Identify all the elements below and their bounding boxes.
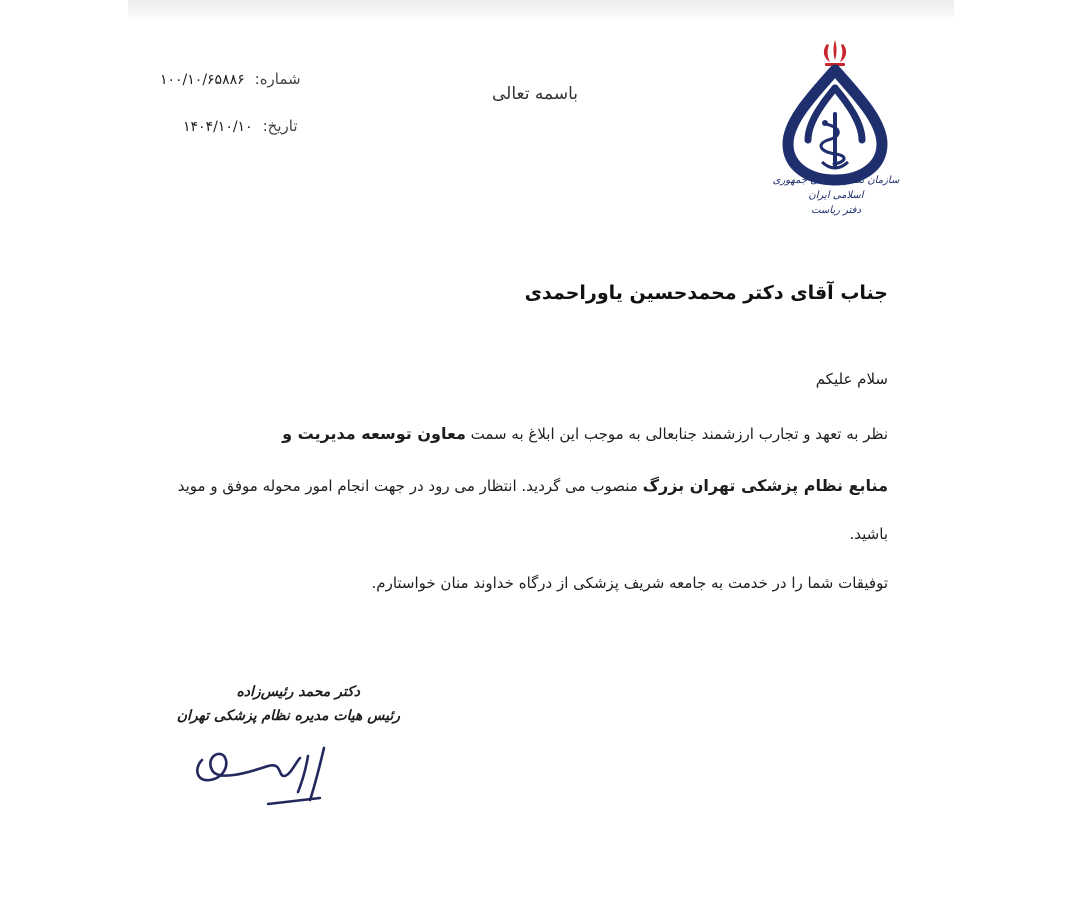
signatory-title: رئیس هیات مدیره نظام پزشکی تهران bbox=[176, 708, 400, 724]
letter-date-row bbox=[183, 117, 298, 135]
organization-name bbox=[756, 173, 916, 218]
body-line-1-bold: معاون توسعه مدیریت و bbox=[282, 424, 466, 443]
signatory-name: دکتر محمد رئیس‌زاده bbox=[236, 684, 360, 700]
body-line-2 bbox=[178, 476, 888, 495]
organization-name-line1: سازمان نظام پزشکی جمهوری اسلامی ایران bbox=[772, 175, 900, 201]
body-line-2-bold: منابع نظام پزشکی تهران بزرگ bbox=[642, 476, 888, 495]
body-line-4: توفیقات شما را در خدمت به جامعه شریف پزشکی از درگاه خداوند منان خواستارم. bbox=[371, 574, 888, 592]
letter-number-value: ۱۰۰/۱۰/۶۵۸۸۶ bbox=[160, 72, 245, 88]
letter-date-label: تاریخ: bbox=[262, 117, 298, 135]
recipient-line: جناب آقای دکتر محمدحسین یاوراحمدی bbox=[524, 282, 888, 304]
greeting-line: سلام علیکم bbox=[815, 370, 888, 388]
letter-number-label: شماره: bbox=[254, 70, 301, 88]
scan-edge-shade bbox=[128, 0, 954, 22]
body-line-2-text: منصوب می گردید. انتظار می رود در جهت انجام امور محوله موفق و موید bbox=[177, 477, 643, 495]
letter-number-row bbox=[160, 70, 301, 88]
organization-name-line2: دفتر ریاست bbox=[811, 205, 861, 216]
letter-date-value: ۱۴۰۴/۱۰/۱۰ bbox=[183, 119, 253, 135]
body-line-3: باشید. bbox=[849, 525, 888, 543]
invocation-text: باسمه تعالی bbox=[492, 84, 578, 104]
body-line-1-text: نظر به تعهد و تجارب ارزشمند جنابعالی به موجب این ابلاغ به سمت bbox=[465, 425, 888, 443]
handwritten-signature bbox=[190, 742, 350, 812]
body-line-1 bbox=[282, 424, 888, 443]
